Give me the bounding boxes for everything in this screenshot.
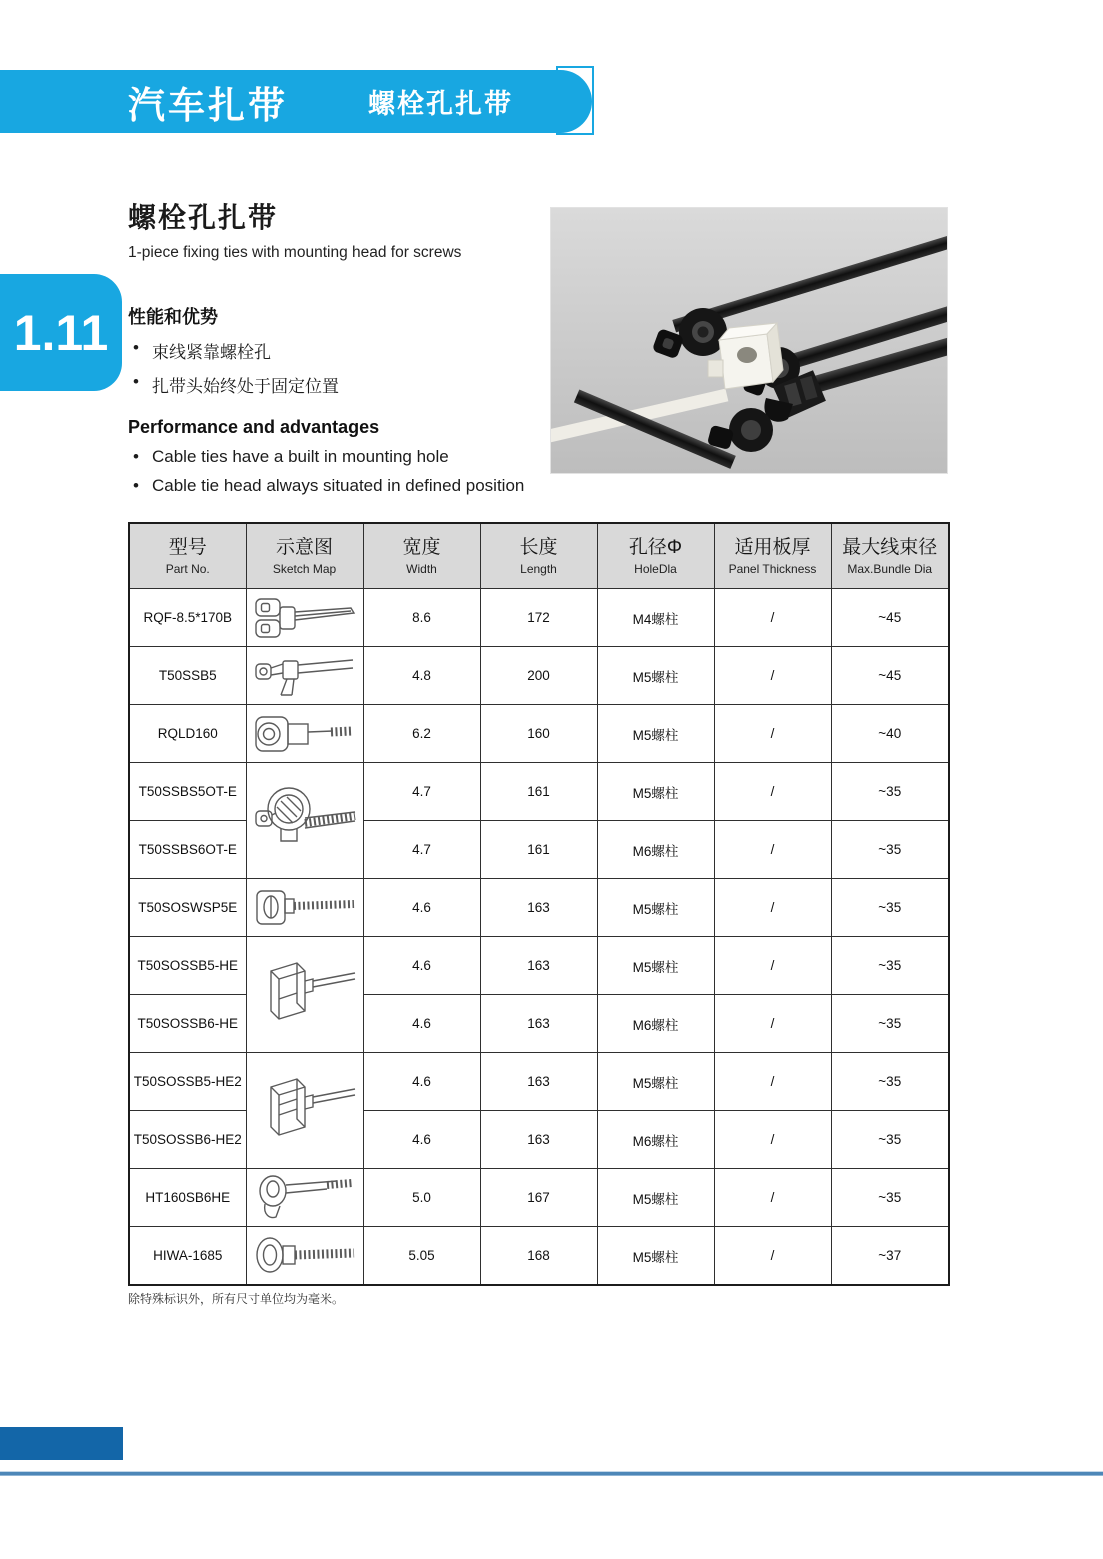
table-row [129,647,949,705]
product-photo [550,207,948,474]
bundle-cell: ~40 [831,705,949,763]
width-cell: 4.8 [363,647,480,705]
hole-cell: M6螺柱 [597,995,714,1053]
hole-cell: M5螺柱 [597,1169,714,1227]
table-row [129,763,949,821]
part-no-cell: T50SSBS6OT-E [129,821,246,879]
sketch-ht160sb6he [246,1169,363,1227]
length-cell: 161 [480,763,597,821]
panel-cell: / [714,879,831,937]
panel-cell: / [714,647,831,705]
length-cell: 161 [480,821,597,879]
panel-cell: / [714,995,831,1053]
category-title: 汽车扎带 [128,84,288,126]
width-cell: 5.0 [363,1169,480,1227]
hole-cell: M5螺柱 [597,647,714,705]
bundle-cell: ~45 [831,589,949,647]
part-no-cell: RQF-8.5*170B [129,589,246,647]
sketch-soswsp5e [246,879,363,937]
table-row [129,589,949,647]
length-cell: 163 [480,1053,597,1111]
spec-table [128,522,950,1286]
length-cell: 167 [480,1169,597,1227]
table-row [129,879,949,937]
col-width: 宽度 Width [363,523,480,589]
hole-cell: M6螺柱 [597,1111,714,1169]
section-number: 1.11 [13,304,109,361]
length-cell: 172 [480,589,597,647]
part-no-cell: HIWA-1685 [129,1227,246,1286]
section-number-tab [0,274,122,391]
length-cell: 200 [480,647,597,705]
features-cn-heading: 性能和优势 [128,307,218,327]
part-no-cell: RQLD160 [129,705,246,763]
width-cell: 4.6 [363,995,480,1053]
panel-cell: / [714,937,831,995]
hole-cell: M5螺柱 [597,705,714,763]
bundle-cell: ~37 [831,1227,949,1286]
bundle-cell: ~35 [831,995,949,1053]
sketch-sossb-he2 [246,1053,363,1169]
footer-accent-block [0,1427,123,1460]
table-row [129,1227,949,1286]
bundle-cell: ~35 [831,1169,949,1227]
col-part-no: 型号 Part No. [129,523,246,589]
length-cell: 160 [480,705,597,763]
width-cell: 8.6 [363,589,480,647]
feature-item: • Cable tie head always situated in defined position [128,476,524,496]
hole-cell: M5螺柱 [597,937,714,995]
width-cell: 4.6 [363,879,480,937]
table-row [129,1053,949,1111]
width-cell: 4.6 [363,1053,480,1111]
bundle-cell: ~35 [831,879,949,937]
features-cn [128,303,339,397]
col-length: 长度 Length [480,523,597,589]
features-cn-list [128,338,339,397]
part-no-cell: T50SOSSB5-HE2 [129,1053,246,1111]
bundle-cell: ~35 [831,1111,949,1169]
bundle-cell: ~35 [831,763,949,821]
hole-cell: M5螺柱 [597,1053,714,1111]
features-en-heading: Performance and advantages [128,417,380,437]
units-footnote: 除特殊标识外，所有尺寸单位均为毫米。 [128,1292,345,1306]
page-title: 螺栓孔扎带 [128,202,279,233]
panel-cell: / [714,1169,831,1227]
feature-item: • 束线紧靠螺栓孔 [128,338,339,363]
part-no-cell: T50SOSWSP5E [129,879,246,937]
panel-cell: / [714,1227,831,1286]
part-no-cell: T50SOSSB6-HE2 [129,1111,246,1169]
width-cell: 4.7 [363,821,480,879]
col-sketch: 示意图 Sketch Map [246,523,363,589]
width-cell: 5.05 [363,1227,480,1286]
col-panel-thickness: 适用板厚 Panel Thickness [714,523,831,589]
panel-cell: / [714,705,831,763]
col-hole-dia: 孔径Φ HoleDla [597,523,714,589]
panel-cell: / [714,589,831,647]
sketch-t50ssb5 [246,647,363,705]
subcategory-title: 螺栓孔扎带 [368,89,513,119]
panel-cell: / [714,821,831,879]
length-cell: 163 [480,1111,597,1169]
hole-cell: M5螺柱 [597,879,714,937]
length-cell: 163 [480,879,597,937]
bundle-cell: ~35 [831,821,949,879]
cable-ties-photo-illustration [551,208,947,473]
part-no-cell: T50SOSSB6-HE [129,995,246,1053]
col-max-bundle: 最大线束径 Max.Bundle Dia [831,523,949,589]
panel-cell: / [714,1053,831,1111]
features-en [128,417,524,496]
hole-cell: M6螺柱 [597,821,714,879]
feature-item: • 扎带头始终处于固定位置 [128,372,339,397]
table-header-row [129,523,949,589]
sketch-hiwa-1685 [246,1227,363,1286]
width-cell: 4.6 [363,1111,480,1169]
sketch-rqld160 [246,705,363,763]
part-no-cell: T50SSBS5OT-E [129,763,246,821]
hole-cell: M5螺柱 [597,1227,714,1286]
part-no-cell: HT160SB6HE [129,1169,246,1227]
part-no-cell: T50SSB5 [129,647,246,705]
width-cell: 4.6 [363,937,480,995]
table-row [129,1169,949,1227]
part-no-cell: T50SOSSB5-HE [129,937,246,995]
bundle-cell: ~35 [831,937,949,995]
bundle-cell: ~35 [831,1053,949,1111]
feature-item: • Cable ties have a built in mounting hole [128,447,524,467]
panel-cell: / [714,763,831,821]
features-en-list [128,447,524,496]
sketch-rqf [246,589,363,647]
length-cell: 163 [480,937,597,995]
page-header-ribbon [0,70,592,133]
bundle-cell: ~45 [831,647,949,705]
hole-cell: M4螺柱 [597,589,714,647]
table-row [129,705,949,763]
sketch-ssbs-ot [246,763,363,879]
footer-rule [0,1471,1103,1476]
table-row [129,937,949,995]
page-subtitle: 1-piece fixing ties with mounting head for screws [128,244,462,261]
sketch-sossb-he [246,937,363,1053]
width-cell: 6.2 [363,705,480,763]
length-cell: 168 [480,1227,597,1286]
hole-cell: M5螺柱 [597,763,714,821]
width-cell: 4.7 [363,763,480,821]
length-cell: 163 [480,995,597,1053]
panel-cell: / [714,1111,831,1169]
